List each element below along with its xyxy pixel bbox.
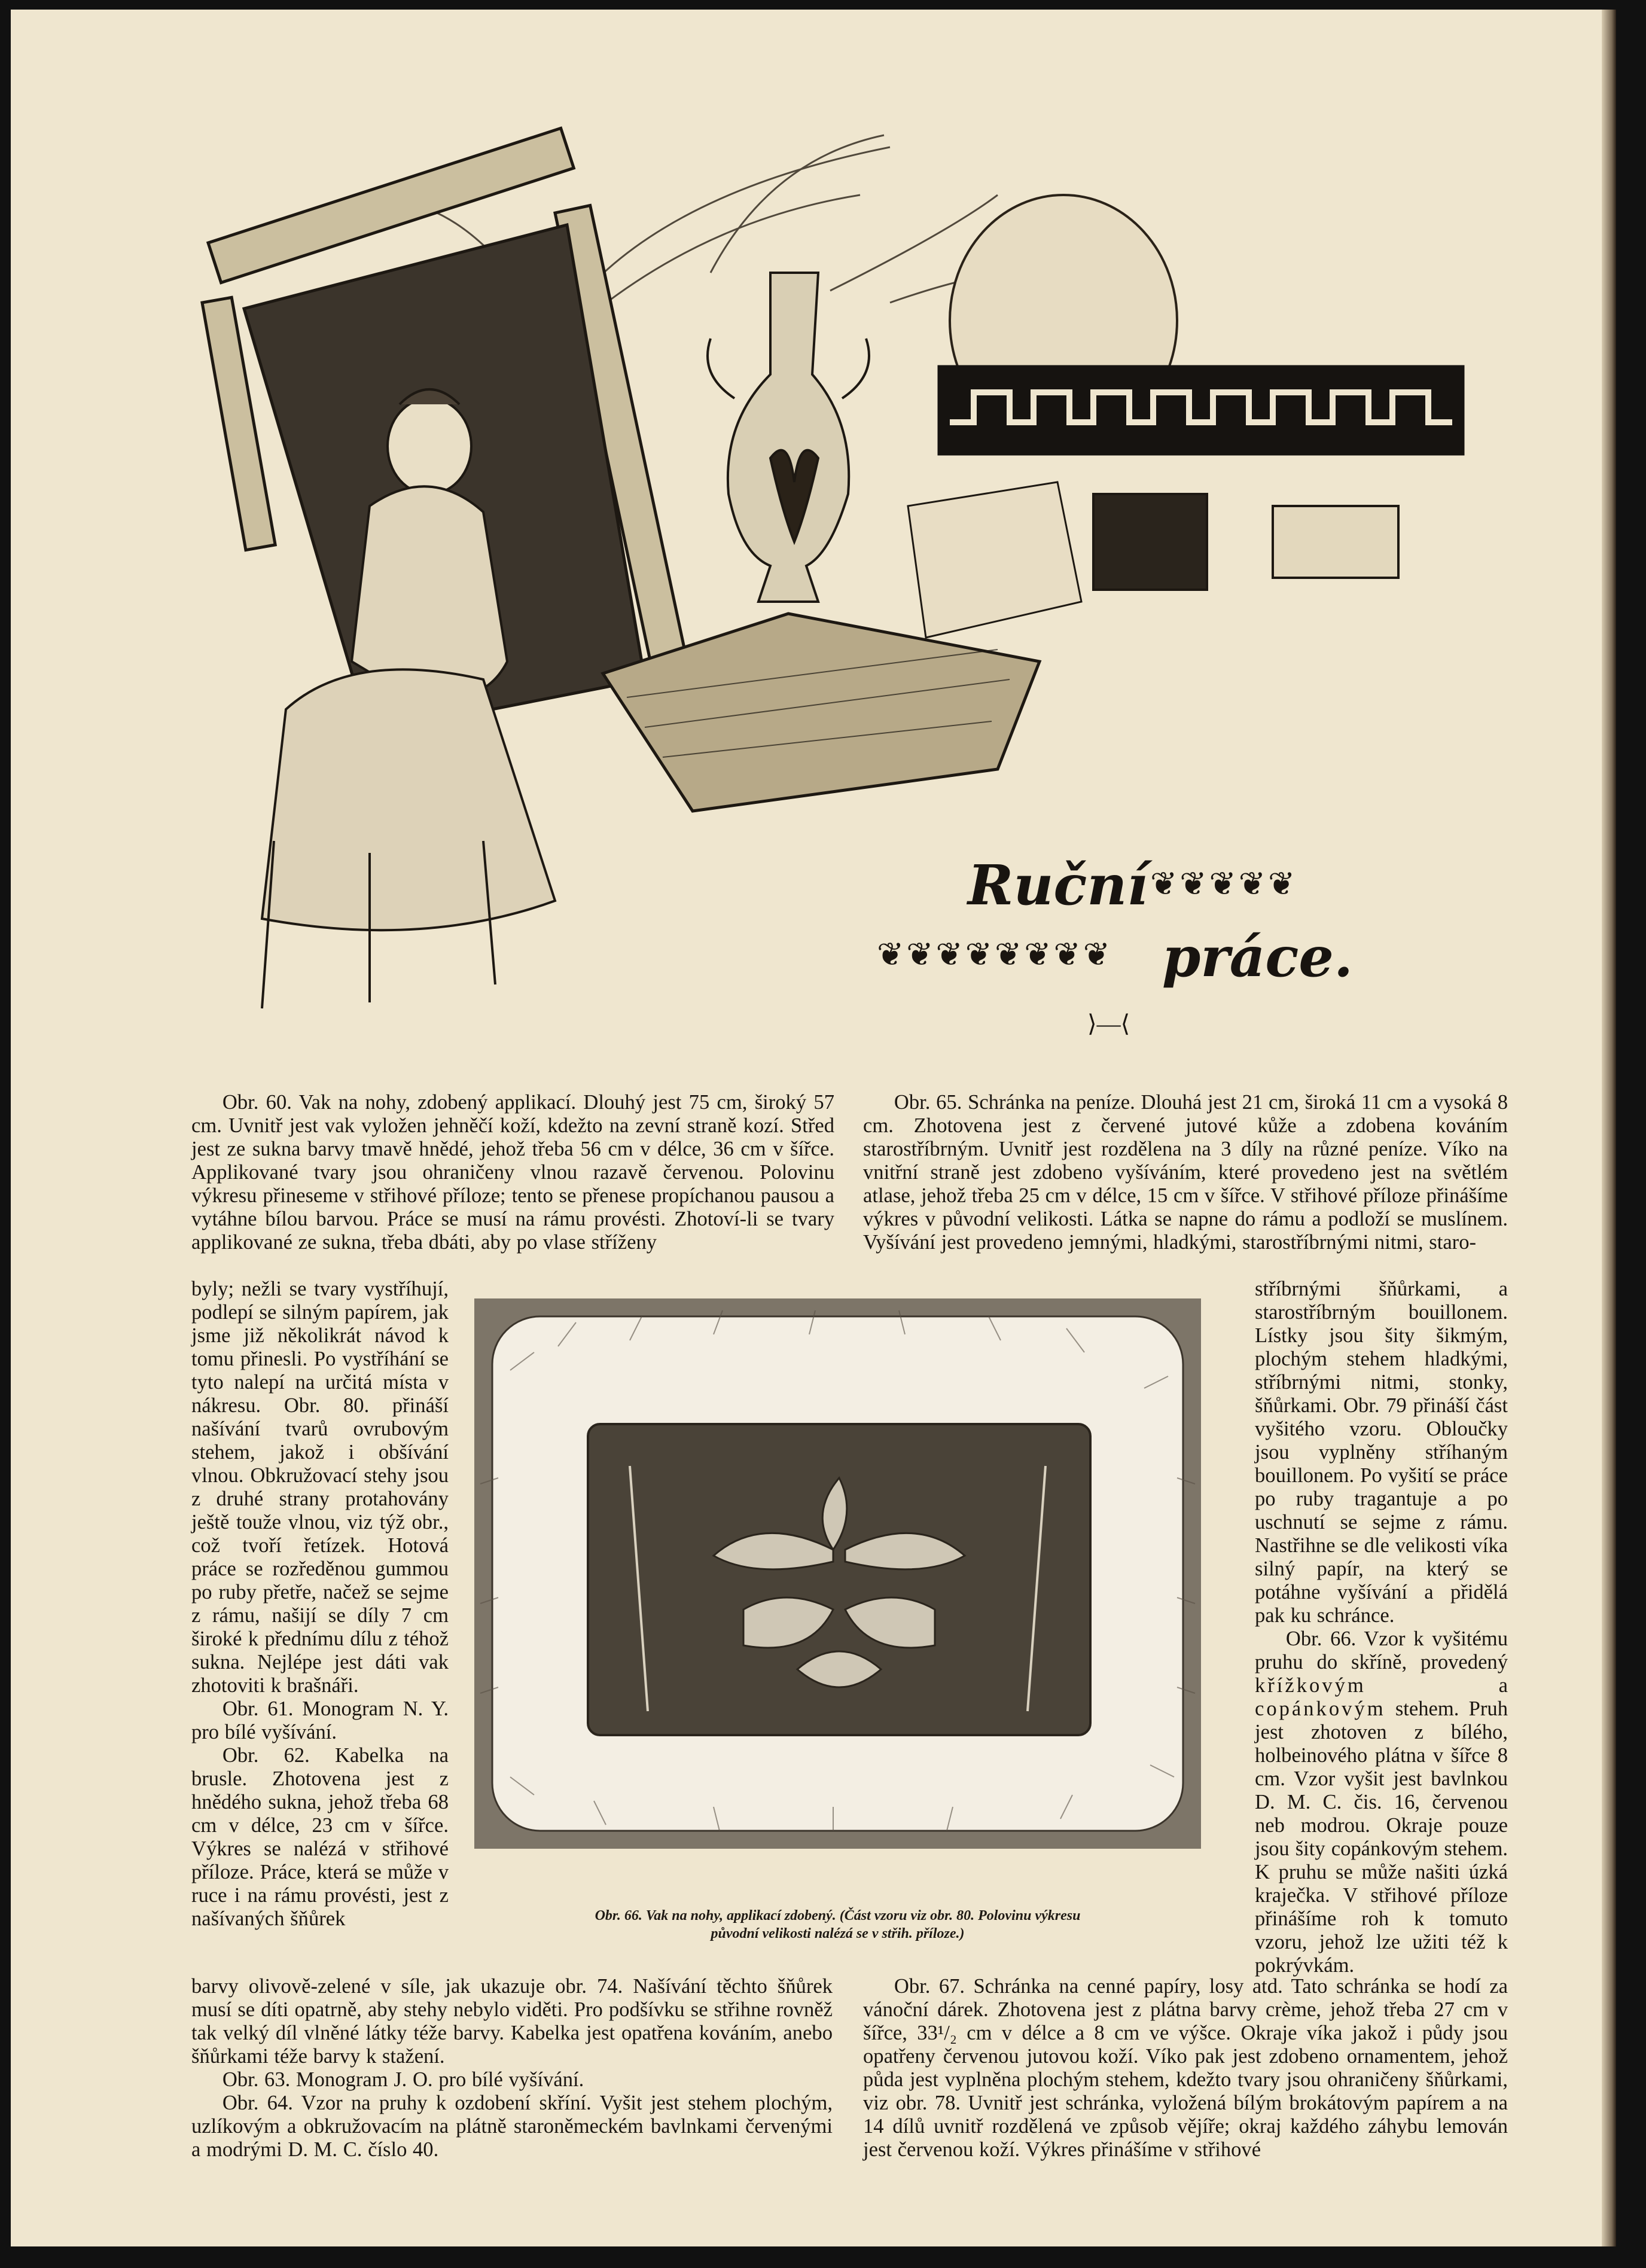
title-ornament-a: ❦❦❦❦❦ — [1150, 866, 1298, 902]
paragraph-obr-60-cont: byly; nežli se tvary vystříhují, podlepí se silným papírem, jak jsme již několikrát návod k tomu přinesli. Po vystříhání se tyto nalepí na určitá místa v nákresu. Obr. 80. přináší našívání tvarů ovrubovým stehem, jakož i obšívání vlnou. Obkružovací stehy jsou z druhé strany protahovány ještě touže vlnou, viz týž obr., což tvoří řetízek. Hotová práce se rozředěnou gummou po ruby přetře, načež se sejme z rámu, našijí se díly 7 cm široké k přednímu dílu z téhož sukna. Nejlépe jest dáti vak zhotoviti k brašnáři. — [191, 1278, 449, 1697]
caption-line-2: původní velikosti nalézá se v střih. příloze.) — [711, 1926, 965, 1941]
paragraph-obr-62-cont: barvy olivově-zelené v síle, jak ukazuje obr. 74. Našívání těchto šňůrek musí se díti opatrně, aby stehy nebylo viděti. Pro podšívku se střihne rovněž tak velký díl vlněné látky téže barvy. Kabelka jest opatřena kováním, anebo šňůrkami téže barvy k stažení. — [191, 1975, 833, 2068]
paragraph-obr-62: Obr. 62. Kabelka na brusle. Zhotovena jest z hnědého sukna, jehož třeba 68 cm v délce, 23 cm v šířce. Výkres se nalézá v střihové příloze. Práce, která se může v ruce i na rámu provésti, jest z našívaných šňůrek — [191, 1744, 449, 1930]
left-column-bottom — [191, 1975, 833, 2162]
obr-66-spaced-1: křížkovým — [1255, 1674, 1366, 1697]
paragraph-obr-64: Obr. 64. Vzor na pruhy k ozdobení skříní. Vyšit jest stehem plochým, uzlíkovým a obkružovacím na plátně staroněmeckém bavlnkami červenými a modrými D. M. C. číslo 40. — [191, 2092, 833, 2161]
title-line-2: práce. — [1162, 925, 1353, 989]
paragraph-obr-61: Obr. 61. Monogram N. Y. pro bílé vyšívání. — [191, 1697, 449, 1743]
title-divider: ⟩—⟨ — [1087, 1010, 1130, 1037]
paragraph-obr-67: Obr. 67. Schránka na cenné papíry, losy atd. Tato schránka se hodí za vánoční dárek. Zhotovena jest z plátna barvy crème, jehož třeba 27 cm v šířce, 33¹/₂ cm v délce a 8 cm ve výšce. Okraje víka jakož i půdy jsou opatřeny červenou jutovou koží. Víko pak jest zdobeno ornamentem, jehož půda jest vyplněna plochým stehem, kdežto tvary jsou ohraničeny šňůrkami, viz obr. 78. Uvnitř jest schránka, vyložená bílým brokátovým papírem a na 14 dílů uvnitř rozdělená ve způsob vějíře; okraj každého záhybu lemován jest červenou koží. Výkres přinášíme v střihové — [863, 1975, 1508, 2161]
left-column-top — [191, 1091, 834, 1254]
figure-66-caption — [474, 1907, 1201, 1943]
right-column-top — [863, 1091, 1508, 1254]
left-column-narrow — [191, 1278, 449, 1931]
paragraph-obr-65: Obr. 65. Schránka na peníze. Dlouhá jest 21 cm, široká 11 cm a vysoká 8 cm. Zhotovena jest z červené jutové kůže a zdobena kováním starostříbrným. Uvnitř jest rozdělena na 3 díly na různé peníze. Víko na vnitřní straně jest zdobeno vyšíváním, které provedeno jest na světlém atlase, jehož třeba 25 cm v délce, 15 cm v šířce. V střihové příloze přinášíme výkres v původní velikosti. Látka se napne do rámu a podloží se muslínem. Vyšívání jest provedeno jemnými, hladkými, starostříbrnými nitmi, staro- — [863, 1091, 1508, 1254]
caption-line-1: Obr. 66. Vak na nohy, applikací zdobený. (Část vzoru viz obr. 80. Polovinu výkresu — [595, 1908, 1081, 1923]
obr-66-lead: Obr. 66. Vzor k vyšitému pruhu do skříně, provedený — [1255, 1627, 1508, 1673]
book-spine — [1602, 10, 1616, 2246]
paragraph-obr-60: Obr. 60. Vak na nohy, zdobený applikací. Dlouhý jest 75 cm, široký 57 cm. Uvnitř jest vak vyložen jehněčí koží, kdežto na zevní straně kozí. Střed jest ze sukna barvy tmavě hnědé, jehož třeba 56 cm v délce, 36 cm v šířce. Applikované tvary jsou ohraničeny vlnou razavě červenou. Polovinu výkresu přineseme v střihové příloze; tento se přenese propíchanou pausou a vytáhne bílou barvou. Práce se musí na rámu provésti. Zhotoví-li se tvary applikované ze sukna, třeba dbáti, aby po vlase stříženy — [191, 1091, 834, 1254]
title-line-1: Ruční — [968, 853, 1148, 917]
title-ornament-b: ❦❦❦❦❦❦❦❦ — [877, 937, 1112, 973]
obr-66-mid: a — [1365, 1674, 1508, 1697]
paragraph-obr-65-cont: stříbrnými šňůrkami, a starostříbrným bouillonem. Lístky jsou šity šikmým, plochým stehem hladkými, stříbrnými nitmi, stonky, šňůrkami. Obr. 79 přináší část vyšitého vzoru. Obloučky jsou vyplněny stříhaným bouillonem. Po vyšití se práce po ruby tragantuje a po uschnutí se sejme z rámu. Nastřihne se dle velikosti víka silný papír, na který se potáhne vyšívání a přidělá pak ku schránce. — [1255, 1278, 1508, 1627]
figure-66-foot-muff — [474, 1298, 1201, 1849]
paragraph-obr-63: Obr. 63. Monogram J. O. pro bílé vyšívání. — [222, 2068, 584, 2091]
paragraph-obr-66 — [1255, 1627, 1508, 1977]
obr-66-spaced-2: copánkovým — [1255, 1697, 1386, 1720]
obr-66-rest: stehem. Pruh jest zhotoven z bílého, holbeinového plátna v šířce 8 cm. Vzor vyšit jest bavlnkou D. M. C. čis. 16, červenou neb modrou. Okraje pouze jsou šity copánkovým stehem. K pruhu se může našiti úzká kraječka. V střihové příloze přinášíme roh k tomuto vzoru, jehož lze užiti též k pokrývkám. — [1255, 1697, 1508, 1977]
right-column-bottom — [863, 1975, 1508, 2162]
right-column-narrow — [1255, 1278, 1508, 1977]
magazine-page — [11, 10, 1616, 2246]
